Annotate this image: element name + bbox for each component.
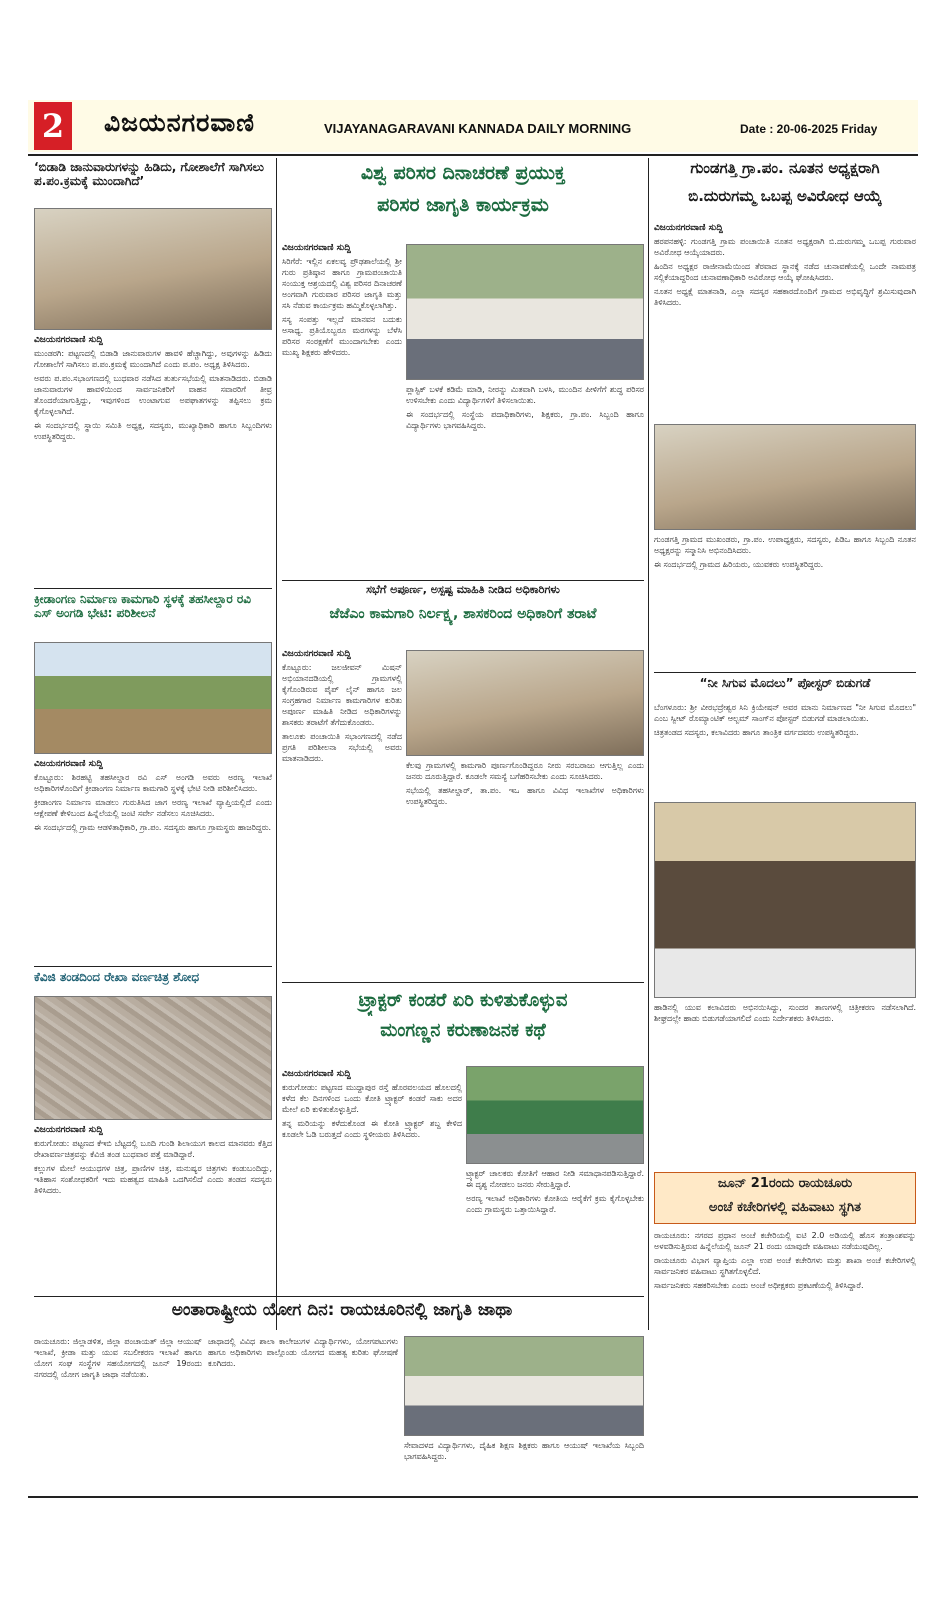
article-environment-byline: ವಿಜಯನಗರವಾಣಿ ಸುದ್ದಿ [282,243,351,253]
page-number: 2 [34,102,72,150]
photo-monkey-on-tractor [466,1066,644,1164]
article-monkey-body-right [466,1168,644,1292]
masthead-rule [28,154,918,156]
article-environment-body-left [282,256,402,574]
page-bottom-rule [28,1496,918,1498]
paragraph: ಜಾಥಾದಲ್ಲಿ ವಿವಿಧ ಶಾಲಾ ಕಾಲೇಜುಗಳ ವಿದ್ಯಾರ್ಥಿಗಳು, ಯೋಗಪಟುಗಳು ಹಾಗೂ ಅಧಿಕಾರಿಗಳು ಪಾಲ್ಗೊಂಡು ಯೋಗದ ಮಹತ್ವ ಕುರಿತು ಘೋಷಣೆ ಕೂಗಿದರು. [208,1337,398,1368]
article-yoga-body-col1 [34,1336,202,1490]
photo-panchayat-meeting [34,208,272,330]
paragraph: ಹರಪನಹಳ್ಳಿ: ಗುಂಡಗತ್ತಿ ಗ್ರಾಮ ಪಂಚಾಯಿತಿ ನೂತನ ಅಧ್ಯಕ್ಷರಾಗಿ ಬಿ.ದುರುಗಮ್ಮ ಒಬಪ್ಪ ಗುರುವಾರ ಅವಿರೋಧ ಆಯ್ಕೆಯಾದರು. [654,237,916,257]
article-poster-release-body [654,702,916,798]
paragraph: ಹಾಡಿನಲ್ಲಿ ಯುವ ಕಲಾವಿದರು ಅಭಿನಯಿಸಿದ್ದು, ಸುಂದರ ತಾಣಗಳಲ್ಲಿ ಚಿತ್ರೀಕರಣ ನಡೆಸಲಾಗಿದೆ. ಶೀಘ್ರದಲ್ಲೇ ಹಾಡು ಬಿಡುಗಡೆಯಾಗಲಿದೆ ಎಂದು ನಿರ್ದೇಶಕರು ತಿಳಿಸಿದರು. [654,1003,916,1023]
article-environment-headline-line1: ವಿಶ್ವ ಪರಿಸರ ದಿನಾಚರಣೆ ಪ್ರಯುಕ್ತ [360,162,566,184]
article-jjm-headline: ಜೆಜೆಎಂ ಕಾಮಗಾರಿ ನಿರ್ಲಕ್ಷ್ಯ, ಶಾಸಕರಿಂದ ಅಧಿಕಾರಿಗೆ ತರಾಟೆ [329,606,597,622]
article-rock-art-byline: ವಿಜಯನಗರವಾಣಿ ಸುದ್ದಿ [34,1125,103,1135]
paragraph: ಪ್ಲಾಸ್ಟಿಕ್ ಬಳಕೆ ಕಡಿಮೆ ಮಾಡಿ, ನೀರನ್ನು ಮಿತವಾಗಿ ಬಳಸಿ, ಮುಂದಿನ ಪೀಳಿಗೆಗೆ ಶುದ್ಧ ಪರಿಸರ ಉಳಿಸಬೇಕು ಎಂದು ವಿದ್ಯಾರ್ಥಿಗಳಿಗೆ ತಿಳಿಸಲಾಯಿತು. [406,385,644,405]
paragraph: ಅರಣ್ಯ ಇಲಾಖೆ ಅಧಿಕಾರಿಗಳು ಕೋತಿಯ ಆರೈಕೆಗೆ ಕ್ರಮ ಕೈಗೊಳ್ಳಬೇಕು ಎಂದು ಗ್ರಾಮಸ್ಥರು ಒತ್ತಾಯಿಸಿದ್ದಾರೆ. [466,1194,644,1214]
paragraph: ಕುರುಗೋಡು: ಪಟ್ಟಣದ ಕೆಇಬಿ ಬೆಟ್ಟದಲ್ಲಿ ಬೂದಿ ಗುಂಡಿ ಶಿಲಾಯುಗ ಕಾಲದ ಮಾನವರು ಕೆತ್ತಿದ ರೇಖಾವರ್ಣಚಿತ್ರವನ್ನು ಕೆವಿಜಿ ತಂಡ ಬುಧವಾರ ಪತ್ತೆ ಮಾಡಿದ್ದಾರೆ. [34,1139,272,1159]
paragraph: ಅವರು ಪ.ಪಂ.ಸಭಾಂಗಣದಲ್ಲಿ ಬುಧವಾರ ನಡೆಸಿದ ತುರ್ತುಸಭೆಯಲ್ಲಿ ಮಾತನಾಡಿದರು. ಬಿಡಾಡಿ ಜಾನುವಾರುಗಳ ಹಾವಳಿಯಿಂದ ಸಾರ್ವಜನಿಕರಿಗೆ ವಾಹನ ಸವಾರರಿಗೆ ತೀವ್ರ ತೊಂದರೆಯಾಗುತ್ತಿದ್ದು, ಇವುಗಳಿಂದ ಉಂಟಾಗುವ ಅಪಘಾತಗಳನ್ನು ತಪ್ಪಿಸಲು ಕ್ರಮ ಕೈಗೊಳ್ಳಲಾಗಿದೆ. [34,374,272,416]
article-stray-cattle-byline: ವಿಜಯನಗರವಾಣಿ ಸುದ್ದಿ [34,335,103,345]
article-separator [282,580,644,581]
article-jjm-body-right [406,760,644,978]
article-stadium-headline: ಕ್ರೀಡಾಂಗಣ ನಿರ್ಮಾಣ ಕಾಮಗಾರಿ ಸ್ಥಳಕ್ಕೆ ತಹಸೀಲ್ದಾರ ರವಿ ಎಸ್ ಅಂಗಡಿ ಭೇಟಿ: ಪರಿಶೀಲನೆ [34,592,251,621]
paragraph: ಸಿರಿಗೆರೆ: ಇಲ್ಲಿನ ಏಕಲವ್ಯ ಪ್ರೌಢಶಾಲೆಯಲ್ಲಿ ಶ್ರೀ ಗುರು ಪ್ರತಿಷ್ಠಾನ ಹಾಗೂ ಗ್ರಾಮಪಂಚಾಯಿತಿ ಸಂಯುಕ್ತ ಆಶ್ರಯದಲ್ಲಿ ವಿಶ್ವ ಪರಿಸರ ದಿನಾಚರಣೆ ಅಂಗವಾಗಿ ಗುರುವಾರ ಪರಿಸರ ಜಾಗೃತಿ ಮತ್ತು ಸಸಿ ನೆಡುವ ಕಾರ್ಯಕ್ರಮ ಹಮ್ಮಿಕೊಳ್ಳಲಾಗಿತ್ತು. [282,257,402,310]
article-yoga-headline: ಅಂತಾರಾಷ್ಟ್ರೀಯ ಯೋಗ ದಿನ: ರಾಯಚೂರಿನಲ್ಲಿ ಜಾಗೃತಿ ಜಾಥಾ [171,1300,513,1320]
paragraph: ರಾಯಚೂರು ವಿಭಾಗ ವ್ಯಾಪ್ತಿಯ ಎಲ್ಲಾ ಉಪ ಅಂಚೆ ಕಚೇರಿಗಳು ಮತ್ತು ಶಾಖಾ ಅಂಚೆ ಕಚೇರಿಗಳಲ್ಲಿ ಸಾರ್ವಜನಿಕರ ವಹಿವಾಟು ಸ್ಥಗಿತಗೊಳ್ಳಲಿದೆ. [654,1256,916,1276]
paragraph: ತನ್ನ ಮರಿಯನ್ನು ಕಳೆದುಕೊಂಡ ಈ ಕೋತಿ ಟ್ರ್ಯಾಕ್ಟರ್ ಶಬ್ದ ಕೇಳಿದ ಕೂಡಲೇ ಓಡಿ ಬರುತ್ತದೆ ಎಂದು ಸ್ಥಳೀಯರು ತಿಳಿಸಿದರು. [282,1119,462,1139]
paragraph: ರಾಯಚೂರು: ಜಿಲ್ಲಾಡಳಿತ, ಜಿಲ್ಲಾ ಪಂಚಾಯತ್ ಜಿಲ್ಲಾ ಆಯುಷ್ ಇಲಾಖೆ, ಕ್ರೀಡಾ ಮತ್ತು ಯುವ ಸಬಲೀಕರಣ ಇಲಾಖೆ ಹಾಗೂ ಯೋಗ ಸಂಘ ಸಂಸ್ಥೆಗಳ ಸಹಯೋಗದಲ್ಲಿ ಜೂನ್ 19ರಂದು ನಗರದಲ್ಲಿ ಯೋಗ ಜಾಗೃತಿ ಜಾಥಾ ನಡೆಯಿತು. [34,1337,202,1379]
article-monkey-body-left [282,1082,462,1292]
article-environment-headline-line2: ಪರಿಸರ ಜಾಗೃತಿ ಕಾರ್ಯಕ್ರಮ [377,194,549,216]
paragraph: ಸಾರ್ವಜನಿಕರು ಸಹಕರಿಸಬೇಕು ಎಂದು ಅಂಚೆ ಅಧೀಕ್ಷಕರು ಪ್ರಕಟಣೆಯಲ್ಲಿ ತಿಳಿಸಿದ್ದಾರೆ. [654,1281,864,1290]
article-stadium-body [34,772,272,962]
paragraph: ಕ್ರೀಡಾಂಗಣ ನಿರ್ಮಾಣ ಮಾಡಲು ಗುರುತಿಸಿದ ಜಾಗ ಅರಣ್ಯ ಇಲಾಖೆ ವ್ಯಾಪ್ತಿಯಲ್ಲಿದೆ ಎಂದು ಆಕ್ಷೇಪಣೆ ಕೇಳಿಬಂದ ಹಿನ್ನೆಲೆಯಲ್ಲಿ ಜಂಟಿ ಸರ್ವೇ ನಡೆಸಲು ಸೂಚಿಸಿದರು. [34,798,272,818]
paragraph: ಈ ಸಂದರ್ಭದಲ್ಲಿ ಸಂಸ್ಥೆಯ ಪದಾಧಿಕಾರಿಗಳು, ಶಿಕ್ಷಕರು, ಗ್ರಾ.ಪಂ. ಸಿಬ್ಬಂದಿ ಹಾಗೂ ವಿದ್ಯಾರ್ಥಿಗಳು ಭಾಗವಹಿಸಿದ್ದರು. [406,410,644,430]
paragraph: ತಾಲೂಕು ಪಂಚಾಯಿತಿ ಸಭಾಂಗಣದಲ್ಲಿ ನಡೆದ ಪ್ರಗತಿ ಪರಿಶೀಲನಾ ಸಭೆಯಲ್ಲಿ ಅವರು ಮಾತನಾಡಿದರು. [282,732,402,763]
article-panchayat-president-headline-line1: ಗುಂಡಗತ್ತಿ ಗ್ರಾ.ಪಂ. ನೂತನ ಅಧ್ಯಕ್ಷರಾಗಿ [690,160,880,177]
article-jjm-body-left [282,662,402,978]
article-jjm-byline: ವಿಜಯನಗರವಾಣಿ ಸುದ್ದಿ [282,649,351,659]
photo-yoga-rally [404,1336,644,1436]
paragraph: ಕೊಟ್ಟೂರು: ಶಿರಹಟ್ಟಿ ತಹಸೀಲ್ದಾರ ರವಿ ಎಸ್ ಅಂಗಡಿ ಅವರು ಅರಣ್ಯ ಇಲಾಖೆ ಅಧಿಕಾರಿಗಳೊಂದಿಗೆ ಕ್ರೀಡಾಂಗಣ ನಿರ್ಮಾಣ ಕಾಮಗಾರಿ ಸ್ಥಳಕ್ಕೆ ಭೇಟಿ ನೀಡಿ ಪರಿಶೀಲಿಸಿದರು. [34,773,272,793]
column-divider-right [648,158,649,1330]
article-separator [34,588,272,589]
article-stray-cattle-body [34,348,272,566]
paragraph: ಟ್ರ್ಯಾಕ್ಟರ್ ಚಾಲಕರು ಕೋತಿಗೆ ಆಹಾರ ನೀಡಿ ಸಮಾಧಾನಪಡಿಸುತ್ತಿದ್ದಾರೆ. ಈ ದೃಶ್ಯ ನೋಡಲು ಜನರು ಸೇರುತ್ತಿದ್ದಾರೆ. [466,1169,644,1189]
article-poster-release-body-continued [654,1002,916,1170]
paragraph: ಸೇವಾದಳದ ವಿದ್ಯಾರ್ಥಿಗಳು, ದೈಹಿಕ ಶಿಕ್ಷಣ ಶಿಕ್ಷಕರು ಹಾಗೂ ಆಯುಷ್ ಇಲಾಖೆಯ ಸಿಬ್ಬಂದಿ ಭಾಗವಹಿಸಿದ್ದರು. [404,1441,644,1461]
paragraph: ಮುಂಡರಗಿ: ಪಟ್ಟಣದಲ್ಲಿ ಬಿಡಾಡಿ ಜಾನುವಾರುಗಳ ಹಾವಳಿ ಹೆಚ್ಚಾಗಿದ್ದು, ಅವುಗಳನ್ನು ಹಿಡಿದು ಗೋಶಾಲೆಗೆ ಸಾಗಿಸಲು ಪ.ಪಂ.ಕ್ರಮಕ್ಕೆ ಮುಂದಾಗಿದೆ ಎಂದು ಪ.ಪಂ. ಅಧ್ಯಕ್ಷ ತಿಳಿಸಿದರು. [34,349,272,369]
paragraph: ಸಸ್ಯ ಸಂಪತ್ತು ಇಲ್ಲದೆ ಮಾನವನ ಬದುಕು ಅಸಾಧ್ಯ. ಪ್ರತಿಯೊಬ್ಬರೂ ಮರಗಳನ್ನು ಬೆಳೆಸಿ ಪರಿಸರ ಸಂರಕ್ಷಣೆಗೆ ಮುಂದಾಗಬೇಕು ಎಂದು ಮುಖ್ಯ ಶಿಕ್ಷಕರು ಹೇಳಿದರು. [282,315,402,357]
article-panchayat-president-headline-line2: ಬಿ.ದುರುಗಮ್ಮ ಒಬಪ್ಪ ಅವಿರೋಧ ಆಯ್ಕೆ [688,188,882,205]
article-rock-art-headline: ಕೆವಿಜಿ ತಂಡದಿಂದ ರೇಖಾ ವರ್ಣಚಿತ್ರ ಶೋಧ [34,970,200,984]
paragraph: ಸಭೆಯಲ್ಲಿ ತಹಸೀಲ್ದಾರ್, ತಾ.ಪಂ. ಇಒ ಹಾಗೂ ವಿವಿಧ ಇಲಾಖೆಗಳ ಅಧಿಕಾರಿಗಳು ಉಪಸ್ಥಿತರಿದ್ದರು. [406,786,644,806]
article-separator [34,1296,644,1297]
column-divider-left [276,158,277,1330]
article-panchayat-president-body-continued [654,534,916,666]
article-panchayat-president-body [654,236,916,420]
masthead-subtitle [324,121,631,136]
article-stray-cattle-headline: ‘ಬಿಡಾಡಿ ಜಾನುವಾರುಗಳನ್ನು ಹಿಡಿದು, ಗೋಶಾಲೆಗೆ ಸಾಗಿಸಲು ಪ.ಪಂ.ಕ್ರಮಕ್ಕೆ ಮುಂದಾಗಿದೆ’ [34,160,264,189]
article-separator [654,672,916,673]
paragraph: ಹಿಂದಿನ ಅಧ್ಯಕ್ಷರ ರಾಜೀನಾಮೆಯಿಂದ ತೆರವಾದ ಸ್ಥಾನಕ್ಕೆ ನಡೆದ ಚುನಾವಣೆಯಲ್ಲಿ ಒಂದೇ ನಾಮಪತ್ರ ಸಲ್ಲಿಕೆಯಾದ್ದರಿಂದ ಚುನಾವಣಾಧಿಕಾರಿ ಅವಿರೋಧ ಆಯ್ಕೆ ಘೋಷಿಸಿದರು. [654,262,916,282]
article-separator [34,966,272,967]
paragraph: ಕುರುಗೋಡು: ಪಟ್ಟಣದ ಮುದ್ದಾಪುರ ರಸ್ತೆ ಹೊರವಲಯದ ಹೊಲದಲ್ಲಿ ಕಳೆದ ಕೆಲ ದಿನಗಳಿಂದ ಒಂದು ಕೋತಿ ಟ್ರ್ಯಾಕ್ಟರ್ ಕಂಡರೆ ಸಾಕು ಅದರ ಮೇಲೆ ಏರಿ ಕುಳಿತುಕೊಳ್ಳುತ್ತಿದೆ. [282,1083,462,1114]
photo-poster-release-event [654,802,916,998]
photo-environment-students [406,244,644,380]
masthead-date: Date : 20-06-2025 Friday [740,122,878,136]
masthead-tagline: KANNADA DAILY MORNING [458,121,632,136]
article-yoga-body-col2 [208,1336,398,1490]
article-poster-release-headline: “ನೀ ಸಿಗುವ ಮೊದಲು” ಪೋಸ್ಟರ್ ಬಿಡುಗಡೆ [699,676,871,690]
article-monkey-headline-line2: ಮಂಗಣ್ಣನ ಕರುಣಾಜನಕ ಕಥೆ [380,1020,546,1041]
article-monkey-headline-line1: ಟ್ರ್ಯಾಕ್ಟರ್ ಕಂಡರೆ ಏರಿ ಕುಳಿತುಕೊಳ್ಳುವ [358,990,568,1011]
masthead-title-latin: VIJAYANAGARAVANI [324,121,455,136]
paragraph: ಬೆಂಗಳೂರು: ಶ್ರೀ ವೀರಭದ್ರೇಶ್ವರ ಸಿನಿ ಕ್ರಿಯೇಷನ್ ಅವರ ಮಾನು ನಿರ್ಮಾಣದ "ನೀ ಸಿಗುವ ಮೊದಲು" ಎಂಬ ಸ್ವೀಟ್ ರೊಮ್ಯಾಂಟಿಕ್ ಆಲ್ಬಮ್ ಸಾಂಗ್‌ನ ಪೋಸ್ಟರ್ ಬಿಡುಗಡೆ ಮಾಡಲಾಯಿತು. [654,703,916,723]
photo-jjm-meeting [406,650,644,756]
paragraph: ಈ ಸಂದರ್ಭದಲ್ಲಿ ಗ್ರಾಮದ ಹಿರಿಯರು, ಯುವಕರು ಉಪಸ್ಥಿತರಿದ್ದರು. [654,560,824,569]
article-post-office-headline-line1: ಜೂನ್ 21ರಂದು ರಾಯಚೂರು [717,1176,853,1191]
paragraph: ಕಲ್ಲುಗಳ ಮೇಲೆ ಆಯುಧಗಳ ಚಿತ್ರ, ಪ್ರಾಣಿಗಳ ಚಿತ್ರ, ಮನುಷ್ಯರ ಚಿತ್ರಗಳು ಕಂಡುಬಂದಿದ್ದು, ಇತಿಹಾಸ ಸಂಶೋಧಕರಿಗೆ ಇದು ಮಹತ್ವದ ಮಾಹಿತಿ ಒದಗಿಸಲಿದೆ ಎಂದು ತಂಡದ ಸದಸ್ಯರು ತಿಳಿಸಿದರು. [34,1164,272,1195]
article-jjm-kicker: ಸಭೆಗೆ ಅಪೂರ್ಣ, ಅಸ್ಪಷ್ಟ ಮಾಹಿತಿ ನೀಡಿದ ಅಧಿಕಾರಿಗಳು [366,584,560,596]
masthead-title-kannada: ವಿಜಯನಗರವಾಣಿ [104,108,255,137]
article-separator [282,982,644,983]
article-stadium-byline: ವಿಜಯನಗರವಾಣಿ ಸುದ್ದಿ [34,759,103,769]
article-monkey-byline: ವಿಜಯನಗರವಾಣಿ ಸುದ್ದಿ [282,1069,351,1079]
paragraph: ಕೆಲವು ಗ್ರಾಮಗಳಲ್ಲಿ ಕಾಮಗಾರಿ ಪೂರ್ಣಗೊಂಡಿದ್ದರೂ ನೀರು ಸರಬರಾಜು ಆಗುತ್ತಿಲ್ಲ ಎಂದು ಜನರು ದೂರುತ್ತಿದ್ದಾರೆ. ಕೂಡಲೇ ಸಮಸ್ಯೆ ಬಗೆಹರಿಸಬೇಕು ಎಂದು ಸೂಚಿಸಿದರು. [406,761,644,781]
photo-rock-art [34,996,272,1120]
paragraph: ಕೊಟ್ಟೂರು: ಜಲಜೀವನ್ ಮಿಷನ್ ಅಭಿಯಾನದಡಿಯಲ್ಲಿ ಗ್ರಾಮಗಳಲ್ಲಿ ಕೈಗೊಂಡಿರುವ ಪೈಪ್ ಲೈನ್ ಹಾಗೂ ಜಲ ಸಂಗ್ರಹಗಾರ ನಿರ್ಮಾಣ ಕಾಮಗಾರಿಗಳ ಕುರಿತು ಅಪೂರ್ಣ ಮಾಹಿತಿ ನೀಡಿದ ಅಧಿಕಾರಿಗಳನ್ನು ಶಾಸಕರು ತರಾಟೆಗೆ ತೆಗೆದುಕೊಂಡರು. [282,663,402,727]
article-yoga-body-col3 [404,1440,644,1490]
paragraph: ಈ ಸಂದರ್ಭದಲ್ಲಿ ಗ್ರಾಮ ಆಡಳಿತಾಧಿಕಾರಿ, ಗ್ರಾ.ಪಂ. ಸದಸ್ಯರು ಹಾಗೂ ಗ್ರಾಮಸ್ಥರು ಹಾಜರಿದ್ದರು. [34,823,272,832]
article-post-office-headline-line2: ಅಂಚೆ ಕಚೇರಿಗಳಲ್ಲಿ ವಹಿವಾಟು ಸ್ಥಗಿತ [708,1200,862,1215]
article-rock-art-body [34,1138,272,1288]
paragraph: ಚಿತ್ರತಂಡದ ಸದಸ್ಯರು, ಕಲಾವಿದರು ಹಾಗೂ ತಾಂತ್ರಿಕ ವರ್ಗದವರು ಉಪಸ್ಥಿತರಿದ್ದರು. [654,728,859,737]
article-panchayat-president-byline: ವಿಜಯನಗರವಾಣಿ ಸುದ್ದಿ [654,223,723,233]
article-post-office-body [654,1230,916,1490]
paragraph: ಗುಂಡಗತ್ತಿ ಗ್ರಾಮದ ಮುಖಂಡರು, ಗ್ರಾ.ಪಂ. ಉಪಾಧ್ಯಕ್ಷರು, ಸದಸ್ಯರು, ಪಿಡಿಒ ಹಾಗೂ ಸಿಬ್ಬಂದಿ ನೂತನ ಅಧ್ಯಕ್ಷರನ್ನು ಸನ್ಮಾನಿಸಿ ಅಭಿನಂದಿಸಿದರು. [654,535,916,555]
photo-panchayat-felicitation [654,424,916,530]
paragraph: ನೂತನ ಅಧ್ಯಕ್ಷೆ ಮಾತನಾಡಿ, ಎಲ್ಲಾ ಸದಸ್ಯರ ಸಹಕಾರದೊಂದಿಗೆ ಗ್ರಾಮದ ಅಭಿವೃದ್ಧಿಗೆ ಶ್ರಮಿಸುವುದಾಗಿ ತಿಳಿಸಿದರು. [654,287,916,307]
photo-stadium-site [34,642,272,754]
article-environment-body-right [406,384,644,574]
paragraph: ರಾಯಚೂರು: ನಗರದ ಪ್ರಧಾನ ಅಂಚೆ ಕಚೇರಿಯಲ್ಲಿ ಐಟಿ 2.0 ಅಡಿಯಲ್ಲಿ ಹೊಸ ತಂತ್ರಾಂಶವನ್ನು ಅಳವಡಿಸುತ್ತಿರುವ ಹಿನ್ನೆಲೆಯಲ್ಲಿ ಜೂನ್ 21 ರಂದು ಯಾವುದೇ ವಹಿವಾಟು ನಡೆಯುವುದಿಲ್ಲ. [654,1231,916,1251]
paragraph: ಈ ಸಂದರ್ಭದಲ್ಲಿ ಸ್ಥಾಯಿ ಸಮಿತಿ ಅಧ್ಯಕ್ಷ, ಸದಸ್ಯರು, ಮುಖ್ಯಾಧಿಕಾರಿ ಹಾಗೂ ಸಿಬ್ಬಂದಿಗಳು ಉಪಸ್ಥಿತರಿದ್ದರು. [34,421,272,441]
